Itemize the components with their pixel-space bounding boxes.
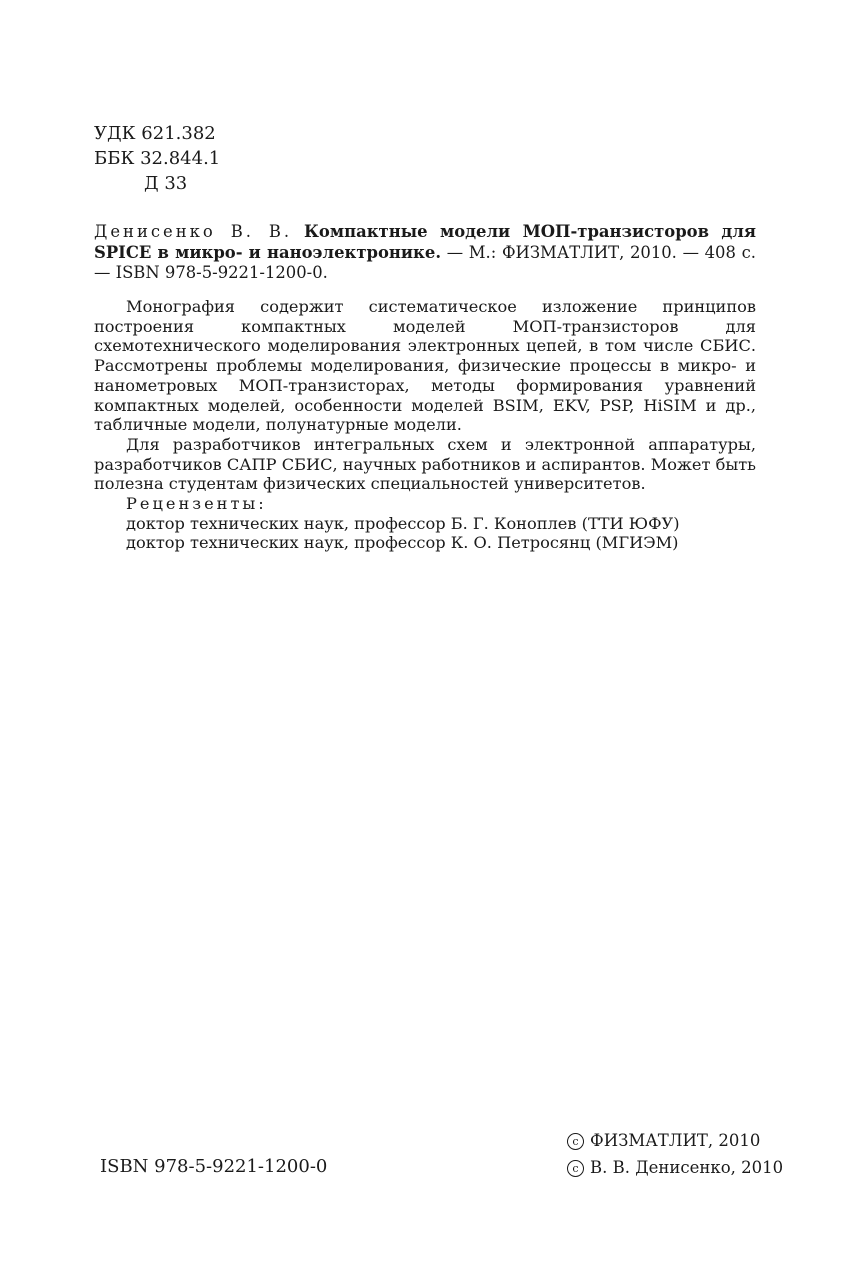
author-name: Денисенко В. В. <box>94 222 293 241</box>
copyright-icon: c <box>567 1133 584 1150</box>
copyright-icon: c <box>567 1160 584 1177</box>
udk-code: УДК 621.382 <box>94 123 216 144</box>
author-mark: Д 33 <box>144 173 188 194</box>
bibliographic-record <box>94 222 756 284</box>
isbn-footer: ISBN 978-5-9221-1200-0 <box>100 1156 328 1177</box>
bbk-code: ББК 32.844.1 <box>94 148 221 169</box>
reviewer-2: доктор технических наук, профессор К. О. Петросянц (МГИЭМ) <box>126 533 679 553</box>
copyright-publisher-text: ФИЗМАТЛИТ, 2010 <box>590 1131 761 1150</box>
abstract-paragraph-1: Монография содержит систематическое изложение принципов построения компактных моделей МОП-транзисторов для схемотехнического моделирования электронных цепей, в том числе СБИС. Рассмотрены проблемы моделирования, физические процессы в микро- и нанометровых МОП-транзисторах, методы формирования уравнений компактных моделей, особенности моделей BSIM, EKV, PSP, HiSIM и др., табличные модели, полунатурные модели. <box>94 297 756 435</box>
abstract-block <box>94 297 756 553</box>
reviewer-1: доктор технических наук, профессор Б. Г. Коноплев (ТТИ ЮФУ) <box>126 513 680 533</box>
copyright-author-text: В. В. Денисенко, 2010 <box>590 1158 784 1177</box>
abstract-paragraph-2: Для разработчиков интегральных схем и электронной аппаратуры, разработчиков САПР СБИС, научных работников и аспирантов. Может быть полезна студентам физических специальностей университетов. <box>94 434 756 494</box>
reviewers-heading: Рецензенты: <box>126 494 267 514</box>
copyright-author <box>567 1158 783 1177</box>
classification-block <box>94 121 220 196</box>
imprint: — М.: ФИЗМАТЛИТ, 2010. — 408 с. — ISBN 978-5-9221-1200-0. <box>94 242 756 282</box>
book-title: Компактные модели МОП-транзисторов для SPICE в микро- и наноэлектронике. <box>94 222 756 262</box>
copyright-publisher <box>567 1131 760 1150</box>
